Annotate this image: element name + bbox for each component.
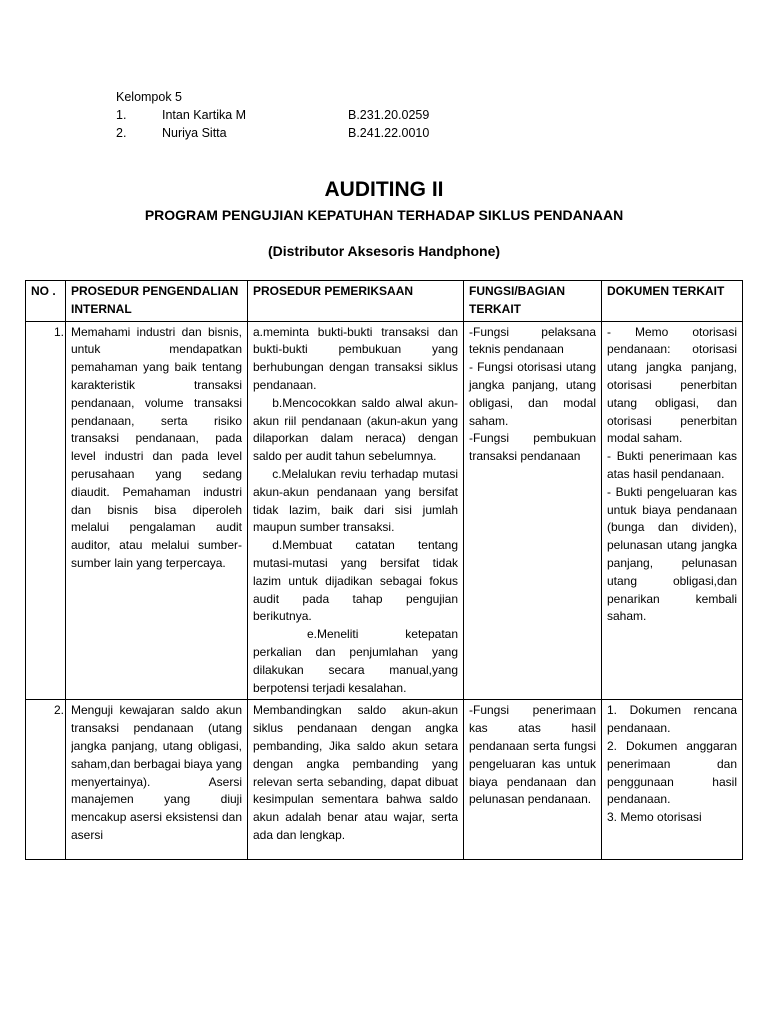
header-internal-control: PROSEDUR PENGENDALIAN INTERNAL: [66, 281, 248, 322]
related-documents-text: 1. Dokumen rencana pendanaan. 2. Dokumen anggaran penerimaan dan penggunaan hasil pendanaan. 3. Memo otorisasi: [607, 703, 737, 825]
related-function-text: -Fungsi penerimaan kas atas hasil pendanaan serta fungsi pengeluaran kas untuk biaya pendanaan dan pelunasan pendanaan.: [469, 703, 596, 807]
audit-procedure-cell: [248, 321, 464, 700]
audit-step: a.meminta bukti-bukti transaksi dan bukti-bukti pembukuan yang berhubungan dengan transaksi siklus pendanaan.: [253, 324, 458, 392]
member-id: B.231.20.0259: [348, 108, 430, 122]
document-subtitle: PROGRAM PENGUJIAN KEPATUHAN TERHADAP SIKLUS PENDANAAN: [144, 207, 624, 223]
audit-step: d.Membuat catatan tentang mutasi-mutasi yang bersifat tidak lazim untuk dijadikan sebagai fokus audit pada tahap pengujian berikutnya.: [253, 538, 458, 624]
audit-step: b.Mencocokkan saldo alwal akun-akun riil pendanaan (akun-akun yang dilaporkan dalam neraca) dengan saldo per audit tahun sebelumnya.: [253, 395, 458, 464]
header-no: NO .: [26, 281, 66, 322]
related-documents-cell: [602, 700, 743, 860]
member-no: 1.: [116, 108, 127, 122]
audit-step: c.Melalukan reviu terhadap mutasi akun-akun pendanaan yang bersifat tidak lazim, baik dari sisi jumlah maupun sumber transaksi.: [253, 466, 458, 535]
document-title: AUDITING II: [324, 178, 444, 201]
audit-program-table: [25, 280, 743, 860]
member-row: [116, 106, 429, 124]
member-id: B.241.22.0010: [348, 126, 430, 140]
row-no-text: 2.: [53, 703, 64, 718]
row-no: 1.: [26, 321, 66, 700]
related-documents-cell: - Memo otorisasi pendanaan: otorisasi utang jangka panjang, otorisasi penerbitan utang obligasi, dan otorisasi penerbitan modal saham. - Bukti penerimaan kas atas hasil pendanaan. - Bukti pengeluaran kas untuk biaya pendanaan (bunga dan dividen), pelunasan utang jangka panjang, pelunasan utang obligasi,dan penarikan kembali saham.: [602, 321, 743, 700]
audit-procedure-cell: [248, 700, 464, 860]
audit-step: e.Meneliti ketepatan perkalian dan penjumlahan yang dilakukan secara manual,yang berpotensi terjadi kesalahan.: [253, 627, 458, 695]
audit-procedure-text: Membandingkan saldo akun-akun siklus pendanaan dengan angka pembanding, Jika saldo akun setara dengan angka pembanding yang relevan serta sebanding, dapat dibuat kesimpulan sementara bahwa saldo akun adalah benar atau wajar, serta ada dan lengkap.: [253, 703, 458, 842]
header-audit-procedure: PROSEDUR PEMERIKSAAN: [248, 281, 464, 322]
member-row: [116, 124, 429, 142]
member-name: Nuriya Sitta: [162, 126, 227, 140]
member-name: Intan Kartika M: [162, 108, 247, 122]
group-label: Kelompok 5: [116, 90, 183, 104]
group-members: [116, 88, 429, 142]
internal-control-cell: Memahami industri dan bisnis, untuk mendapatkan pemahaman yang baik tentang karakteristik transaksi pendanaan, volume transaksi pendanaan, serta risiko transaksi pendanaan, pada level industri dan pada level perusahaan yang sedang diaudit. Pemahaman industri dan bisnis bisa diperoleh melalui pengalaman audit auditor, atau melalui sumber-sumber lain yang terpercaya.: [66, 321, 248, 700]
internal-control-text: Menguji kewajaran saldo akun transaksi pendanaan (utang jangka panjang, utang obligasi, saham,dan berbagai biaya yang menyertainya). Asersi manajemen yang diuji mencakup asersi eksistensi dan asersi: [71, 703, 242, 842]
document-subtitle-company: (Distributor Aksesoris Handphone): [267, 243, 501, 259]
internal-control-cell: [66, 700, 248, 860]
table-row: [26, 321, 743, 700]
header-related-function: FUNGSI/BAGIAN TERKAIT: [464, 281, 602, 322]
related-function-cell: [464, 700, 602, 860]
row-no: [26, 700, 66, 860]
table-header-row: [26, 281, 743, 322]
header-related-documents: DOKUMEN TERKAIT: [602, 281, 743, 322]
related-function-cell: -Fungsi pelaksana teknis pendanaan - Fungsi otorisasi utang jangka panjang, utang obligasi, dan modal saham. -Fungsi pembukuan transaksi pendanaan: [464, 321, 602, 700]
member-no: 2.: [116, 126, 127, 140]
table-row: [26, 700, 743, 860]
